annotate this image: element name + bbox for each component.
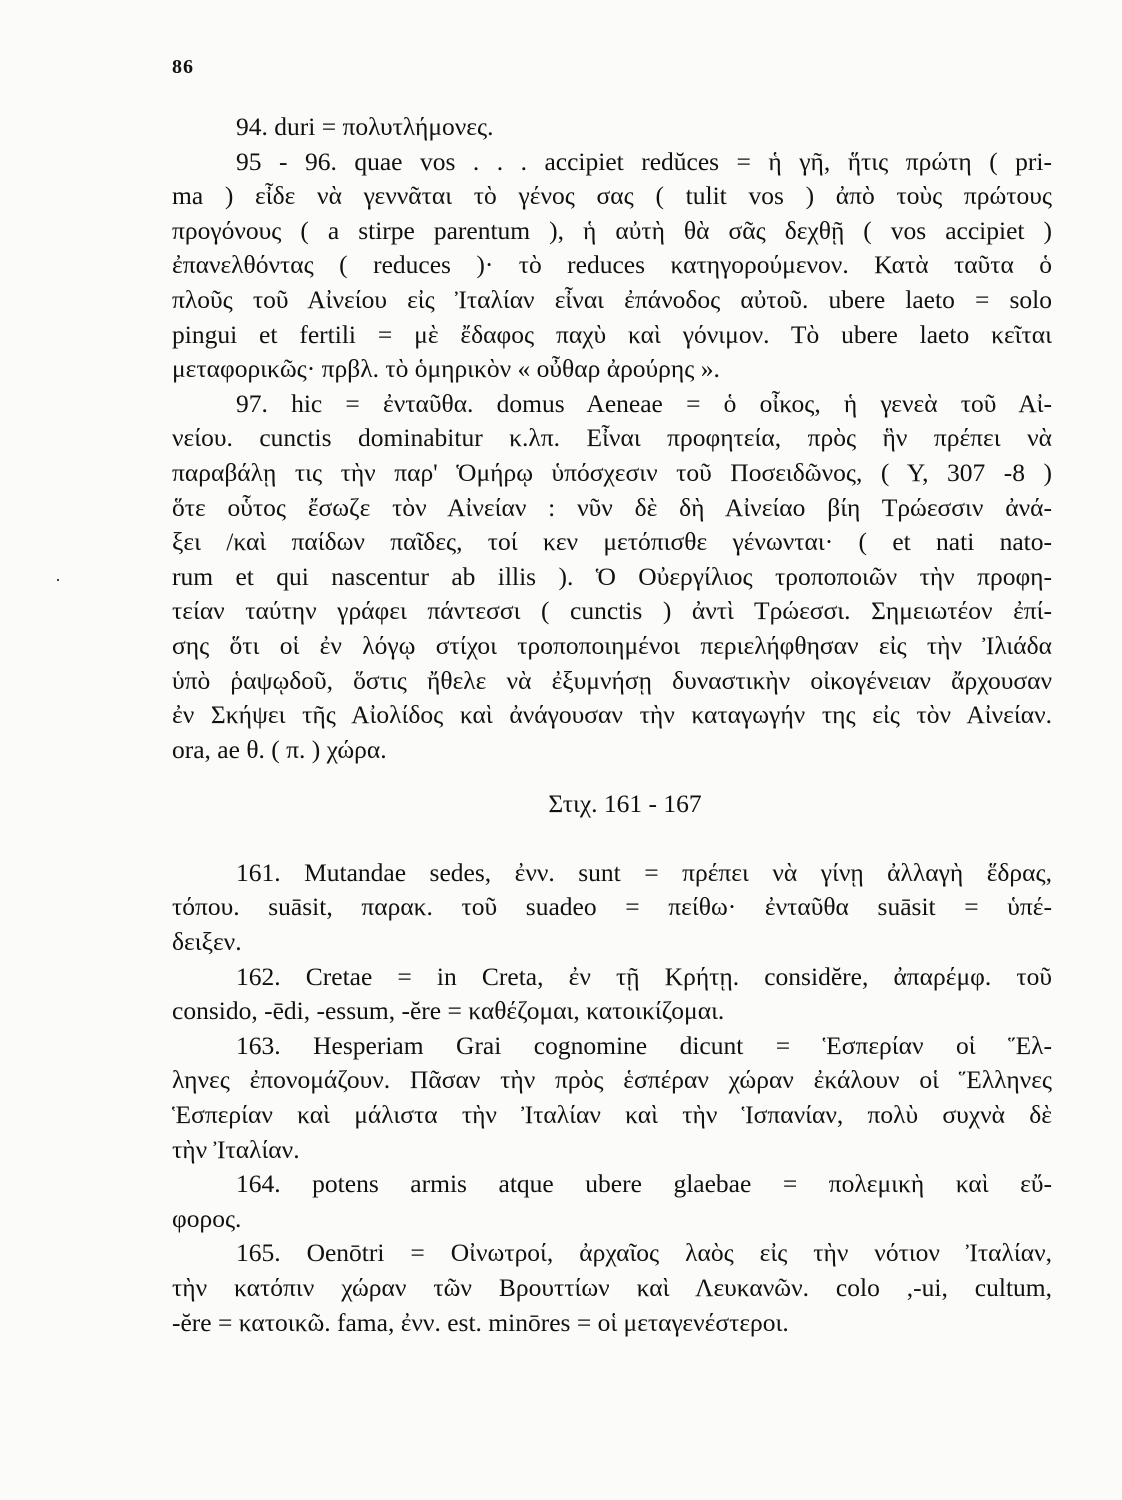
text-line: consido, -ēdi, -essum, -ĕre = καθέζομαι, κατοικίζομαι. bbox=[172, 996, 725, 1026]
text-line: 161. Mutandae sedes, ἐνν. sunt = πρέπει νὰ γίνῃ ἀλλαγὴ ἕδρας, bbox=[236, 857, 1052, 887]
text-line: φορος. bbox=[172, 1203, 242, 1233]
text-line: ἐν Σκήψει τῆς Αἰολίδος καὶ ἀνάγουσαν τὴν καταγωγήν της εἰς τὸν Αἰνείαν. bbox=[172, 700, 1052, 730]
text-line: -ĕre = κατοικῶ. fama, ἐνν. est. minōres = οἱ μεταγενέστεροι. bbox=[172, 1307, 789, 1337]
text-line: ma ) εἶδε νὰ γεννᾶται τὸ γένος σας ( tulit vos ) ἀπὸ τοὺς πρώτους bbox=[172, 181, 1052, 211]
text-line: πλοῦς τοῦ Αἰνείου εἰς Ἰταλίαν εἶναι ἐπάνοδος αὐτοῦ. ubere laeto = solo bbox=[172, 284, 1052, 314]
text-line: 162. Cretae = in Creta, ἐν τῇ Κρήτῃ. considĕre, ἀπαρέμφ. τοῦ bbox=[236, 961, 1052, 991]
page-body bbox=[172, 110, 1052, 1340]
text-line: ὅτε οὗτος ἔσωζε τὸν Αἰνείαν : νῦν δὲ δὴ Αἰνείαο βίη Τρώεσσιν ἀνά- bbox=[172, 492, 1052, 522]
text-line: ora, ae θ. ( π. ) χώρα. bbox=[172, 734, 387, 764]
text-line: τείαν ταύτην γράφει πάντεσσι ( cunctis ) ἀντὶ Τρώεσσι. Σημειωτέον ἐπί- bbox=[172, 596, 1052, 626]
text-line: νείου. cunctis dominabitur κ.λπ. Εἶναι προφητεία, πρὸς ἣν πρέπει νὰ bbox=[172, 423, 1052, 453]
text-line: τὴν κατόπιν χώραν τῶν Βρουττίων καὶ Λευκανῶν. colo ,-ui, cultum, bbox=[172, 1273, 1052, 1302]
text-line: 95 - 96. quae vos . . . accipiet redŭces = ἡ γῆ, ἥτις πρώτη ( pri- bbox=[236, 146, 1052, 176]
text-line: σης ὅτι οἱ ἐν λόγῳ στίχοι τροποποιημένοι περιελήφθησαν εἰς τὴν Ἰλιάδα bbox=[172, 630, 1052, 660]
text-line: μεταφορικῶς· πρβλ. τὸ ὁμηρικὸν « οὖθαρ ἀρούρης ». bbox=[172, 354, 720, 384]
text-line: 165. Oenōtri = Οἰνωτροί, ἀρχαῖος λαὸς εἰς τὴν νότιον Ἰταλίαν, bbox=[236, 1238, 1052, 1268]
stray-mark: · bbox=[55, 570, 61, 590]
text-line: ὑπὸ ῥαψῳδοῦ, ὅστις ἤθελε νὰ ἐξυμνήσῃ δυναστικὴν οἰκογένειαν ἄρχουσαν bbox=[172, 665, 1052, 695]
text-line: Ἑσπερίαν καὶ μάλιστα τὴν Ἰταλίαν καὶ τὴν Ἱσπανίαν, πολὺ συχνὰ δὲ bbox=[172, 1100, 1052, 1130]
section-heading: Στιχ. 161 - 167 bbox=[548, 789, 702, 819]
text-line: ἐπανελθόντας ( reduces )· τὸ reduces κατηγορούμενον. Κατὰ ταῦτα ὁ bbox=[172, 250, 1052, 280]
text-line: 94. duri = πολυτλήμονες. bbox=[236, 112, 494, 141]
text-line: 164. potens armis atque ubere glaebae = πολεμικὴ καὶ εὔ- bbox=[236, 1169, 1052, 1199]
text-line: 97. hic = ἐνταῦθα. domus Aeneae = ὁ οἶκος, ἡ γενεὰ τοῦ Αἰ- bbox=[236, 388, 1052, 418]
text-line: 163. Hesperiam Grai cognomine dicunt = Ἑσπερίαν οἱ Ἕλ- bbox=[236, 1030, 1052, 1060]
text-line: pingui et fertili = μὲ ἔδαφος παχὺ καὶ γόνιμον. Τὸ ubere laeto κεῖται bbox=[172, 319, 1052, 349]
text-line: rum et qui nascentur ab illis ). Ὁ Οὐεργίλιος τροποποιῶν τὴν προφη- bbox=[172, 561, 1052, 591]
text-line: τόπου. suāsit, παρακ. τοῦ suadeo = πείθω· ἐνταῦθα suāsit = ὑπέ- bbox=[172, 892, 1052, 922]
text-line: δειξεν. bbox=[172, 927, 242, 957]
commentary-section-2 bbox=[172, 856, 1052, 1340]
page-number: 86 bbox=[172, 56, 194, 78]
text-line: τὴν Ἰταλίαν. bbox=[172, 1134, 300, 1164]
text-line: ληνες ἐπονομάζουν. Πᾶσαν τὴν πρὸς ἑσπέραν χώραν ἐκάλουν οἱ Ἕλληνες bbox=[172, 1065, 1052, 1095]
text-line: ξει /καὶ παίδων παῖδες, τοί κεν μετόπισθε γένωνται· ( et nati nato- bbox=[172, 527, 1052, 557]
text-line: παραβάλῃ τις τὴν παρ' Ὁμήρῳ ὑπόσχεσιν τοῦ Ποσειδῶνος, ( Υ, 307 -8 ) bbox=[172, 457, 1052, 487]
commentary-section-1 bbox=[172, 110, 1052, 767]
text-line: προγόνους ( a stirpe parentum ), ἡ αὐτὴ θὰ σᾶς δεχθῇ ( vos accipiet ) bbox=[172, 215, 1052, 245]
